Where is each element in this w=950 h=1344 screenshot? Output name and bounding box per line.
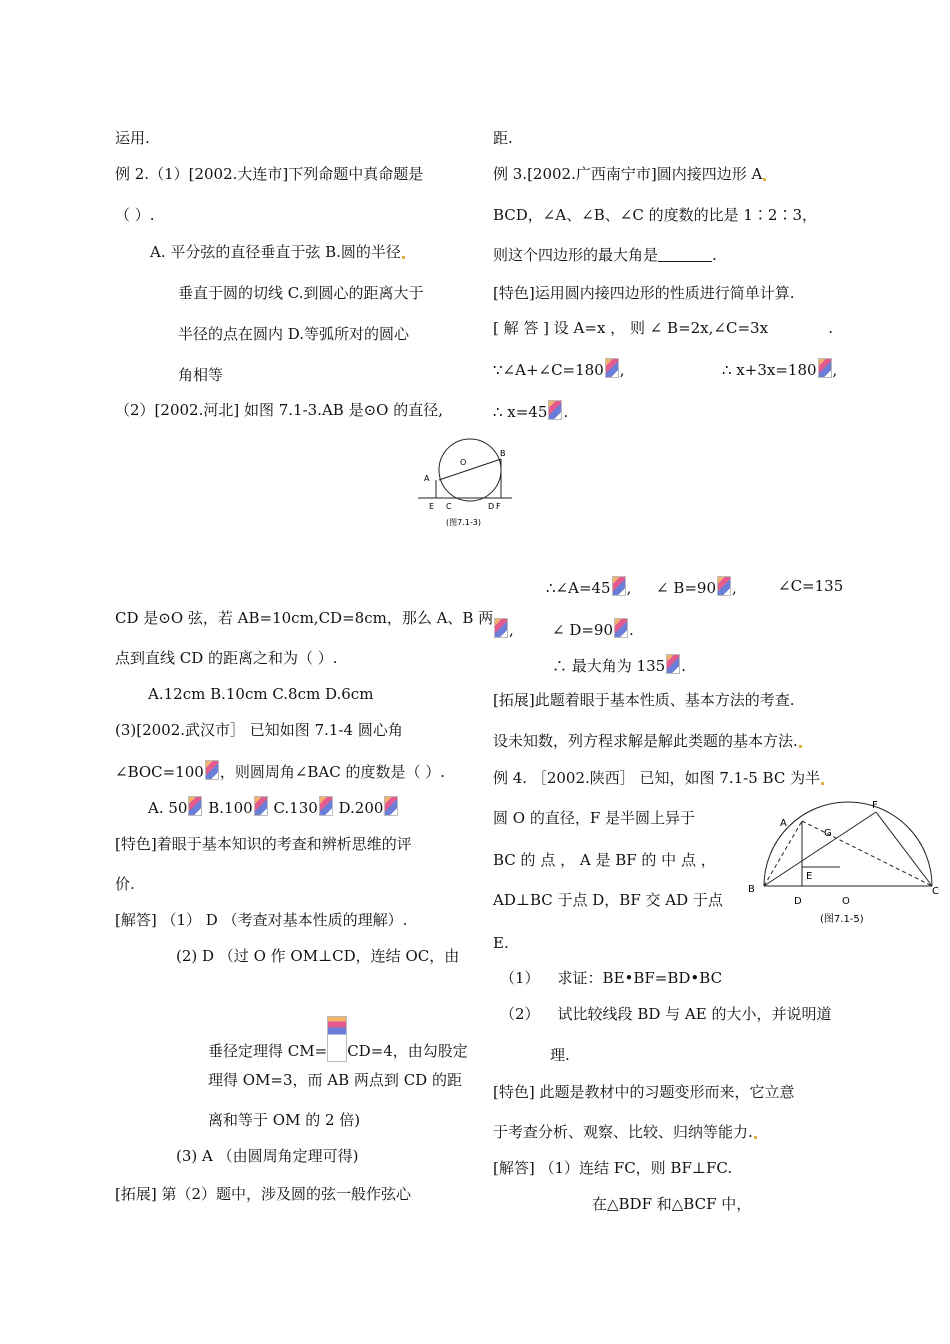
label-d: D (488, 502, 495, 511)
option-line: A. 平分弦的直径垂直于弦 B.圆的半径 (150, 242, 405, 262)
label-e: E (806, 871, 813, 882)
degree-image (612, 576, 626, 596)
figure-caption: (图7.1-5) (820, 914, 864, 925)
answer-line: [解答] （1）连结 FC，则 BF⊥FC. (493, 1159, 733, 1177)
answer-line: ∴ 最大角为 135 . (552, 654, 686, 676)
option-line: A. 50 B.100 C.130 D.200 (148, 796, 399, 818)
example-4-heading: 例 4. ［2002.陕西］ 已知，如图 7.1-5 BC 为半 (493, 768, 824, 788)
answer-line: 在△BDF 和△BCF 中， (592, 1195, 752, 1213)
question-2: （2）[2002.河北] 如图 7.1-3.AB 是⊙O 的直径, (115, 401, 443, 419)
text-line: E. (493, 934, 509, 952)
feature-line: [特色]运用圆内接四边形的性质进行简单计算. (493, 284, 795, 302)
answer-line: [ 解 答 ] 设 A=x ， 则 ∠ B=2x,∠C=3x . (493, 319, 833, 337)
label-d: D (794, 896, 802, 907)
degree-image (717, 576, 731, 596)
answer-bracket: （ ）. (115, 206, 155, 224)
extension-line: [拓展] 第（2）题中，涉及圆的弦一般作弦心 (115, 1185, 412, 1203)
answer-blank (658, 247, 712, 262)
text-line: ∠BOC=100 ，则圆周角∠BAC 的度数是（ ）. (115, 760, 445, 782)
text-line: 运用. (115, 129, 150, 147)
answer-line: ∠ D=90 . (552, 618, 634, 640)
degree-image (548, 400, 562, 420)
label-c: C (446, 502, 452, 511)
degree-image (254, 796, 268, 816)
degree-image (614, 618, 628, 638)
option-line: A.12cm B.10cm C.8cm D.6cm (148, 685, 374, 703)
answer-line: ∴∠A=45 , (546, 576, 631, 598)
text-line: 理. (550, 1046, 570, 1064)
feature-line: [特色] 此题是教材中的习题变形而来，它立意 (493, 1083, 795, 1101)
extension-line: [拓展]此题着眼于基本性质、基本方法的考查. (493, 691, 795, 709)
example-3-heading: 例 3.[2002.广西南宁市]圆内接四边形 A (493, 164, 766, 184)
label-b: B (748, 884, 755, 895)
answer-line: ∠ B=90 , (656, 576, 737, 598)
text-line: BCD，∠A、∠B、∠C 的度数的比是 1∶2∶3， (493, 206, 818, 224)
label-c: C (932, 886, 939, 897)
label-f: F (872, 800, 878, 811)
diameter-ab (439, 459, 501, 480)
text-line: CD 是⊙O 弦，若 AB=10cm,CD=8cm，那么 A、B 两 (115, 609, 494, 627)
degree-image (384, 796, 398, 816)
degree-image (205, 760, 219, 780)
dashed-ba (764, 821, 802, 886)
text-line: 设未知数，列方程求解是解此类题的基本方法. (493, 731, 802, 751)
degree-image (605, 358, 619, 378)
label-e: E (429, 502, 435, 511)
answer-line: 离和等于 OM 的 2 倍) (208, 1111, 361, 1129)
degree-image (666, 654, 680, 674)
option-line: 垂直于圆的切线 C.到圆心的距离大于 (178, 284, 424, 302)
answer-line: (3) A （由圆周角定理可得) (176, 1147, 359, 1165)
label-f: F (496, 502, 501, 511)
label-g: G (824, 828, 832, 839)
answer-line: ∠C=135 (778, 577, 844, 595)
question-3: (3)[2002.武汉市］ 已知如图 7.1-4 圆心角 (115, 721, 403, 739)
degree-image (188, 796, 202, 816)
answer-line: 垂径定理得 CM= CD=4，由勾股定 (208, 1016, 468, 1062)
answer-line: ∴ x+3x=180 , (722, 358, 837, 380)
figure-caption: (图7.1-3) (446, 518, 481, 527)
text-line: 于考查分析、观察、比较、归纳等能力. (493, 1122, 757, 1142)
answer-line: 理得 OM=3，而 AB 两点到 CD 的距 (208, 1071, 462, 1089)
text-line: 点到直线 CD 的距离之和为（ ）. (115, 649, 338, 667)
feature-line: [特色]着眼于基本知识的考查和辨析思维的评 (115, 835, 412, 853)
sub-question: （1） 求证：BE•BF=BD•BC (500, 969, 723, 987)
text-line: BC 的 点 ， A 是 BF 的 中 点 ， (493, 851, 716, 869)
text-line: 圆 O 的直径，F 是半圆上异于 (493, 809, 696, 827)
text-line: 距. (493, 129, 513, 147)
degree-image (319, 796, 333, 816)
answer-line: (2) D （过 O 作 OM⊥CD，连结 OC，由 (176, 947, 460, 965)
label-b: B (500, 449, 506, 458)
degree-image (494, 618, 508, 638)
figure-7-1-3 (412, 436, 516, 532)
label-a: A (424, 474, 430, 483)
text-line: AD⊥BC 于点 D，BF 交 AD 于点 (493, 891, 723, 909)
degree-image (818, 358, 832, 378)
fraction-image (327, 1016, 347, 1062)
option-line: 角相等 (178, 366, 224, 384)
sub-question: （2） 试比较线段 BD 与 AE 的大小，并说明道 (500, 1005, 832, 1023)
example-2-heading: 例 2.（1）[2002.大连市]下列命题中真命题是 (115, 165, 424, 183)
figure-7-1-5 (740, 796, 940, 932)
label-a: A (780, 818, 787, 829)
label-o: O (842, 896, 850, 907)
answer-line: [解答] （1） D （考查对基本性质的理解）. (115, 911, 408, 929)
answer-line: ∴ x=45 . (493, 400, 568, 422)
label-o: O (460, 458, 467, 467)
option-line: 半径的点在圆内 D.等弧所对的圆心 (178, 325, 410, 343)
dashed-ac (802, 821, 932, 886)
text-line: 则这个四边形的最大角是 . (493, 246, 717, 264)
answer-line: , (493, 618, 514, 640)
answer-line: ∵∠A+∠C=180 , (493, 358, 625, 380)
text-line: 价. (115, 875, 135, 893)
